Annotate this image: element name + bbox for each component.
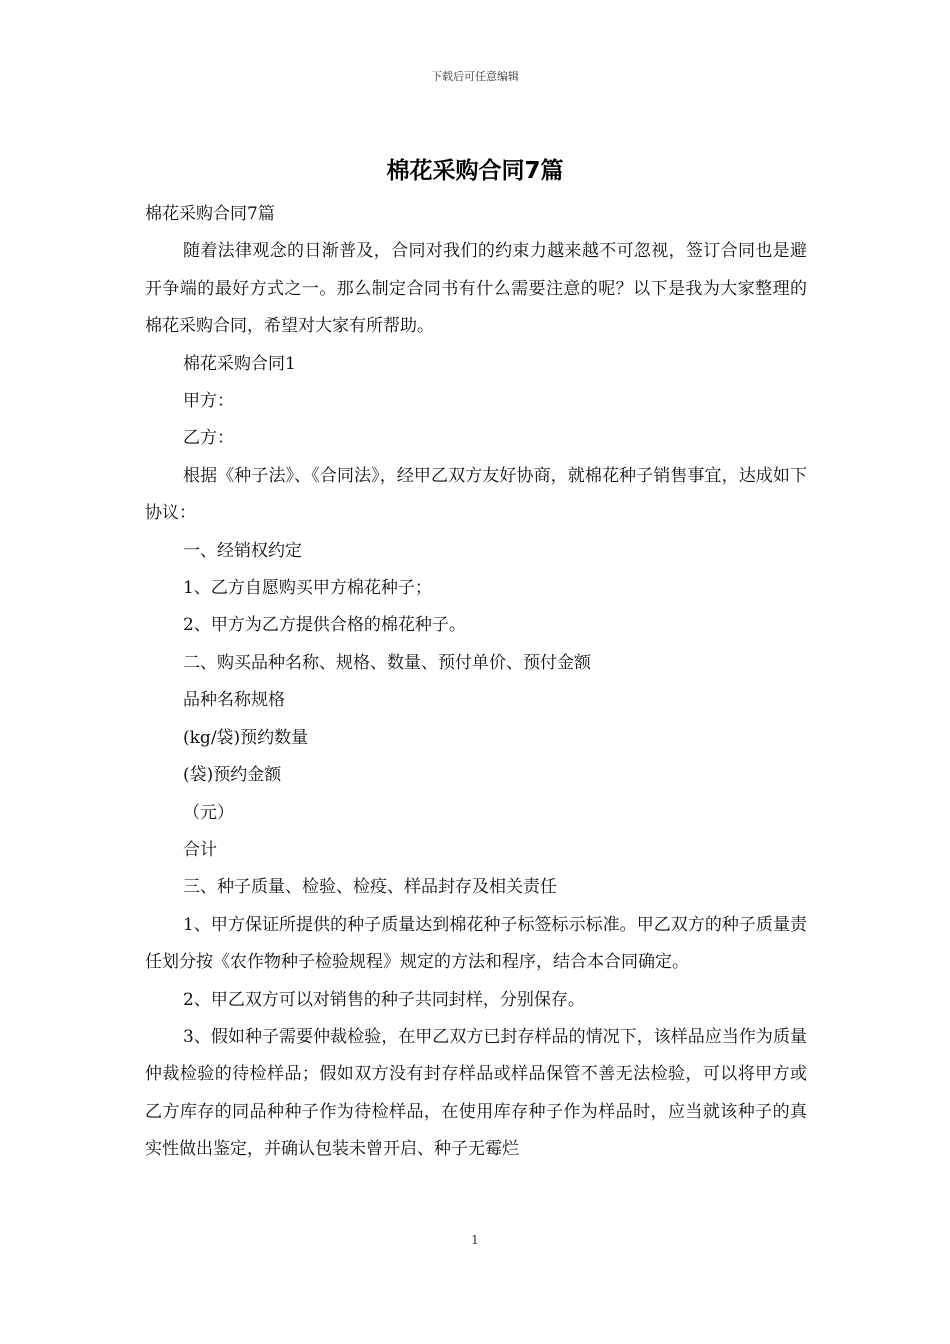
party-a-line: 甲方：: [183, 391, 234, 412]
clause-1-2: 2、甲方为乙方提供合格的棉花种子。: [183, 615, 466, 636]
table-line-variety: 品种名称规格: [183, 690, 285, 711]
table-line-amount: (袋)预约金额: [183, 765, 282, 786]
clause-3-3: 3、假如种子需要仲裁检验，在甲乙双方已封存样品的情况下，该样品应当作为质量仲裁检验的待检样品；假如双方没有封存样品或样品保管不善无法检验，可以将甲方或乙方库存的同品种种子作为待检样品，在使用库存种子作为样品时，应当就该种子的真实性做出鉴定，并确认包装未曾开启、种子无霉烂: [145, 1026, 807, 1160]
document-body: [145, 196, 807, 1169]
table-line-quantity: (kg/袋)预约数量: [183, 727, 309, 748]
table-line-unit: （元）: [183, 802, 234, 823]
section-heading-1: 一、经销权约定: [183, 540, 302, 561]
clause-3-2: 2、甲乙双方可以对销售的种子共同封样，分别保存。: [183, 989, 585, 1010]
clause-1-1: 1、乙方自愿购买甲方棉花种子；: [183, 578, 432, 599]
party-b-line: 乙方：: [183, 428, 234, 449]
agreement-basis-paragraph: 根据《种子法》、《合同法》，经甲乙双方友好协商，就棉花种子销售事宜，达成如下协议：: [145, 465, 807, 524]
intro-paragraph: 随着法律观念的日渐普及，合同对我们的约束力越来越不可忽视，签订合同也是避开争端的最好方式之一。那么制定合同书有什么需要注意的呢？以下是我为大家整理的棉花采购合同，希望对大家有所帮助。: [145, 241, 807, 337]
document-title: 棉花采购合同7篇: [386, 158, 564, 184]
table-line-total: 合计: [183, 839, 217, 860]
clause-3-1: 1、甲方保证所提供的种子质量达到棉花种子标签标示标准。甲乙双方的种子质量责任划分按《农作物种子检验规程》规定的方法和程序，结合本合同确定。: [145, 914, 807, 973]
section-heading-2: 二、购买品种名称、规格、数量、预付单价、预付金额: [183, 652, 591, 673]
contract-heading: 棉花采购合同1: [183, 353, 296, 374]
page-number: 1: [471, 1233, 479, 1247]
header-note: 下载后可任意编辑: [431, 70, 519, 83]
section-heading-3: 三、种子质量、检验、检疫、样品封存及相关责任: [183, 877, 557, 898]
subtitle-paragraph: 棉花采购合同7篇: [145, 204, 275, 224]
